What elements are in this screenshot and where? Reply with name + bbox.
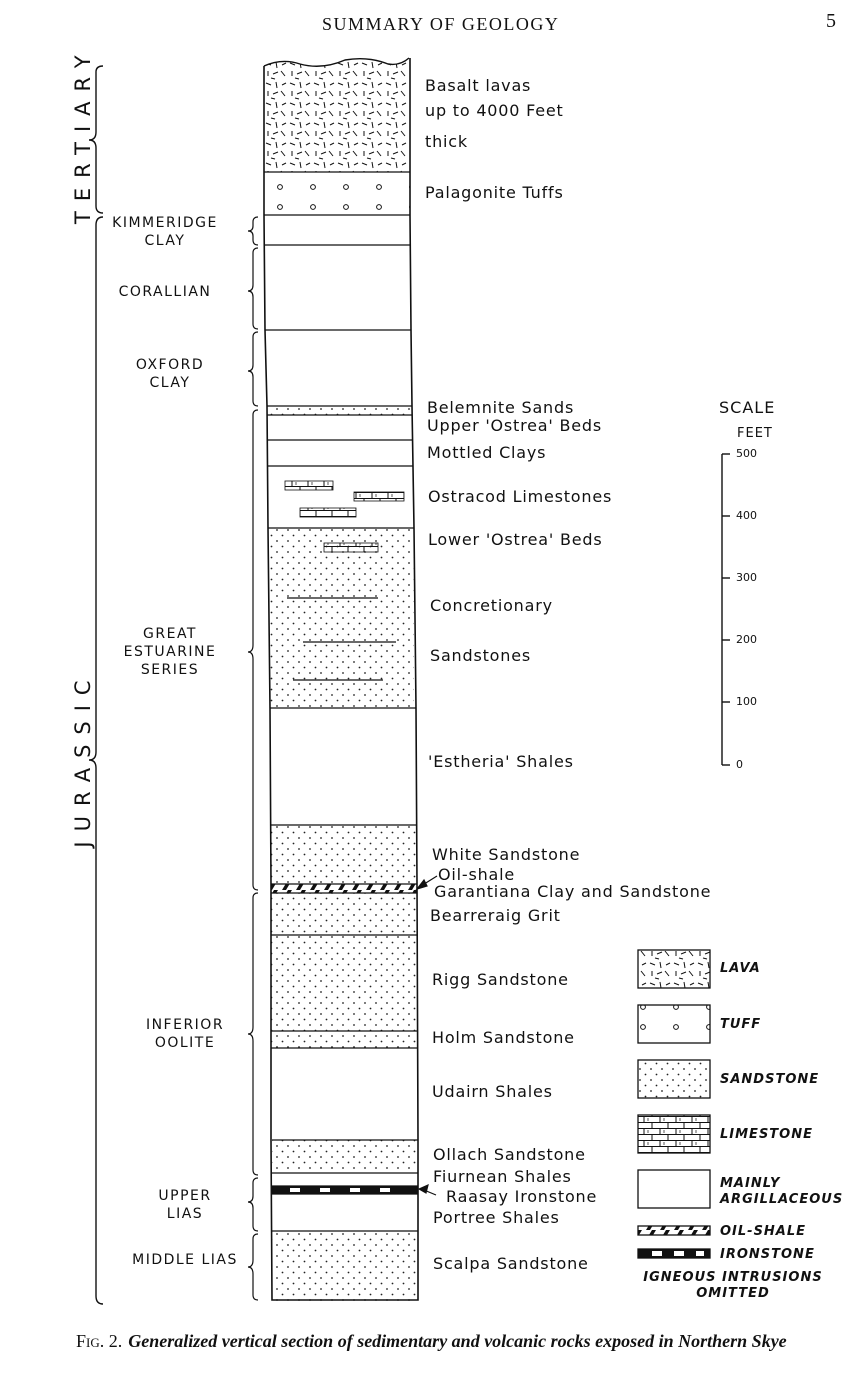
bed-label: Udairn Shales [432, 1082, 553, 1101]
stage-oxford: OXFORD CLAY [135, 357, 205, 391]
stage-middle-lias: MIDDLE LIAS [132, 1252, 238, 1268]
bed-label: Belemnite Sands [427, 398, 575, 417]
bed-label: Holm Sandstone [432, 1028, 575, 1047]
scale-tick-label: 200 [736, 633, 757, 646]
bed-label: Portree Shales [433, 1208, 560, 1227]
bed-label: Palagonite Tuffs [425, 183, 564, 202]
legend-limestone-label: LIMESTONE [720, 1127, 813, 1142]
bed-label: Scalpa Sandstone [433, 1254, 589, 1273]
scale-tick-label: 0 [736, 758, 743, 771]
scale-tick-label: 400 [736, 509, 757, 522]
bed-label: Ollach Sandstone [433, 1145, 586, 1164]
legend-lava-label: LAVA [720, 961, 761, 976]
bed-label: 'Estheria' Shales [428, 752, 574, 771]
bed-label: White Sandstone [432, 845, 581, 864]
scale-title: SCALE [719, 398, 776, 417]
bed-label: Oil-shale [438, 865, 516, 884]
bed-label: Bearreraig Grit [430, 906, 561, 925]
scale-unit: FEET [737, 426, 773, 441]
bed-label: Garantiana Clay and Sandstone [434, 882, 712, 901]
scale-tick-label: 500 [736, 447, 757, 460]
figure-number: Fig. 2. [76, 1331, 123, 1351]
legend-tuff-label: TUFF [720, 1017, 762, 1032]
stage-upper-lias: UPPER LIAS [158, 1188, 212, 1222]
stage-inferior-oolite: INFERIOR OOLITE [145, 1017, 225, 1051]
scale-tick-label: 300 [736, 571, 757, 584]
bed-label: thick [425, 132, 468, 151]
bed-label: Sandstones [430, 646, 531, 665]
caption-text: Generalized vertical section of sedimentary and volcanic rocks exposed in Northern Skye [128, 1331, 787, 1351]
bed-label: Basalt lavas [425, 76, 532, 95]
legend-swatches [638, 950, 710, 1258]
bed-label: up to 4000 Feet [425, 101, 564, 120]
legend-ironstone-label: IRONSTONE [720, 1247, 815, 1262]
stage-kimmeridge: KIMMERIDGE CLAY [112, 215, 218, 249]
legend-argillaceous-label: MAINLY ARGILLACEOUS [720, 1176, 844, 1207]
legend-oil-shale-label: OIL-SHALE [720, 1224, 807, 1239]
bed-label: Fiurnean Shales [433, 1167, 572, 1186]
bed-label: Lower 'Ostrea' Beds [428, 530, 603, 549]
era-jurassic: JURASSIC [71, 670, 95, 848]
stage-great-estuarine: GREAT ESTUARINE SERIES [123, 626, 217, 678]
bed-label: Mottled Clays [427, 443, 547, 462]
page-number: 5 [826, 10, 836, 32]
stage-corallian: CORALLIAN [118, 284, 212, 300]
legend-note: IGNEOUS INTRUSIONS OMITTED [643, 1270, 823, 1301]
bed-label: Rigg Sandstone [432, 970, 569, 989]
page-header: SUMMARY OF GEOLOGY [322, 14, 560, 34]
scale-tick-label: 100 [736, 695, 757, 708]
bed-label: Upper 'Ostrea' Beds [427, 416, 603, 435]
figure-caption [76, 1330, 846, 1352]
scale-bar [722, 454, 730, 765]
bed-label: Raasay Ironstone [446, 1187, 598, 1206]
legend-sandstone-label: SANDSTONE [720, 1072, 820, 1087]
bed-label: Concretionary [430, 596, 553, 615]
stage-braces [248, 217, 258, 1300]
era-tertiary: TERTIARY [71, 45, 95, 224]
bed-label: Ostracod Limestones [428, 487, 613, 506]
